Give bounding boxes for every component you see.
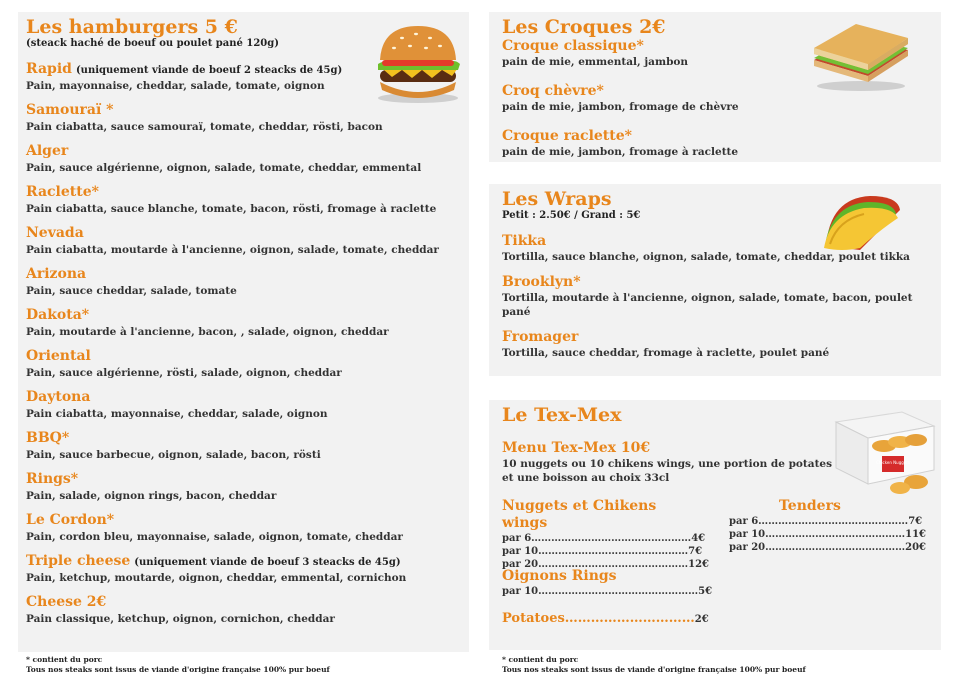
item-name-line (26, 594, 469, 612)
texmex-menu-desc: 10 nuggets ou 10 chikens wings, une portion de potates et une boisson au choix 33cl (502, 458, 833, 484)
nuggets-section (502, 498, 710, 571)
item-name-line (502, 329, 941, 346)
item-name: BBQ* (26, 430, 70, 446)
taco-illustration (820, 190, 902, 252)
item-description: Pain, mayonnaise, cheddar, salade, tomate, oignon (26, 80, 325, 92)
item-name: Rapid (26, 61, 72, 77)
item-description: Pain ciabatta, mayonnaise, cheddar, salade, oignon (26, 408, 328, 420)
item-name: Arizona (26, 266, 87, 282)
wrap-item (502, 274, 941, 319)
potatoes-price: 2€ (694, 614, 709, 625)
item-name-line (26, 471, 469, 489)
rings-title: Oignons Rings (502, 568, 617, 584)
item-description: Pain ciabatta, moutarde à l'ancienne, oignon, salade, tomate, cheddar (26, 244, 439, 256)
price-label: par 10………………………………………… (502, 586, 699, 597)
nuggets-box-illustration (832, 408, 938, 500)
burger-item (26, 553, 469, 585)
price-value: 5€ (698, 586, 713, 597)
item-description: Pain, moutarde à l'ancienne, bacon, , salade, oignon, cheddar (26, 326, 389, 338)
croque-item (502, 128, 941, 159)
item-note: (uniquement viande de boeuf 2 steacks de 45g) (75, 65, 343, 76)
price-row (729, 515, 923, 528)
texmex-footnote (502, 655, 806, 675)
item-name: Fromager (502, 329, 579, 345)
item-name: Triple cheese (26, 553, 131, 569)
price-row (729, 541, 927, 554)
item-name: Brooklyn* (502, 274, 581, 290)
item-description: Tortilla, sauce cheddar, fromage à raclette, poulet pané (502, 347, 830, 359)
item-name-line (26, 225, 469, 243)
burger-item (26, 307, 469, 339)
item-name: Raclette* (26, 184, 99, 200)
item-name: Dakota* (26, 307, 90, 323)
item-name: Croque classique* (502, 38, 644, 54)
pork-note-right: * contient du porc (502, 655, 579, 664)
price-value: 4€ (691, 533, 706, 544)
wraps-title: Les Wraps (502, 188, 612, 210)
burger-item (26, 184, 469, 216)
item-description: Pain, sauce cheddar, salade, tomate (26, 285, 237, 297)
burger-item (26, 348, 469, 380)
item-name: Le Cordon* (26, 512, 115, 528)
price-label: par 10…………………………………… (729, 529, 906, 540)
item-name: Tikka (502, 233, 547, 249)
item-name-line (26, 102, 469, 120)
item-name-line (26, 553, 469, 571)
price-value: 11€ (905, 529, 927, 540)
price-row (502, 532, 706, 545)
item-name-line (502, 274, 941, 291)
item-name-line (26, 348, 469, 366)
burgers-subtitle: (steack haché de boeuf ou poulet pané 120g) (26, 38, 279, 49)
burger-item (26, 471, 469, 503)
wrap-list (502, 233, 941, 360)
item-description: pain de mie, jambon, fromage de chèvre (502, 101, 739, 113)
price-row (729, 528, 927, 541)
item-name-line (26, 389, 469, 407)
item-description: Pain ciabatta, sauce blanche, tomate, bacon, rösti, fromage à raclette (26, 203, 437, 215)
item-name: Alger (26, 143, 69, 159)
sandwich-illustration (808, 20, 914, 92)
price-label: par 20…………………………………… (729, 542, 906, 553)
item-description: Pain, ketchup, moutarde, oignon, cheddar, emmental, cornichon (26, 572, 407, 584)
item-name-line (502, 128, 941, 145)
burgers-panel (18, 12, 469, 652)
burger-item (26, 389, 469, 421)
item-name-line (26, 512, 469, 530)
burger-item (26, 102, 469, 134)
item-description: Pain, salade, oignon rings, bacon, cheddar (26, 490, 277, 502)
item-name: Rings* (26, 471, 79, 487)
potatoes-line (502, 612, 709, 626)
price-label: par 10……………………………………… (502, 546, 689, 557)
texmex-menu-title: Menu Tex-Mex 10€ (502, 440, 651, 456)
price-label: par 6……………………………………… (729, 516, 909, 527)
item-name-line (26, 307, 469, 325)
item-description: Pain, cordon bleu, mayonnaise, salade, oignon, tomate, cheddar (26, 531, 403, 543)
potatoes-label: Potatoes………………………… (502, 611, 695, 626)
wraps-subtitle: Petit : 2.50€ / Grand : 5€ (502, 210, 641, 221)
burger-item (26, 512, 469, 544)
item-name: Croque raclette* (502, 128, 632, 144)
texmex-title: Le Tex-Mex (502, 404, 622, 426)
price-value: 20€ (905, 542, 927, 553)
burgers-footnote (26, 655, 330, 675)
price-value: 7€ (688, 546, 703, 557)
croques-title: Les Croques 2€ (502, 16, 666, 38)
price-label: par 6………………………………………… (502, 533, 692, 544)
beef-origin-note: Tous nos steaks sont issus de viande d'origine française 100% pur boeuf (26, 665, 330, 674)
item-name: Nevada (26, 225, 84, 241)
item-note: (uniquement viande de boeuf 3 steacks de 45g) (134, 557, 401, 568)
item-name: Daytona (26, 389, 91, 405)
box-label: Chicken Nuggets (876, 460, 910, 465)
item-description: Pain ciabatta, sauce samouraï, tomate, cheddar, rösti, bacon (26, 121, 383, 133)
burger-item (26, 143, 469, 175)
hamburger-illustration (372, 20, 464, 104)
wrap-item (502, 329, 941, 360)
beef-origin-note-right: Tous nos steaks sont issus de viande d'origine française 100% pur boeuf (502, 665, 806, 674)
item-description: Pain, sauce barbecue, oignon, salade, bacon, rösti (26, 449, 321, 461)
item-name: Samouraï * (26, 102, 114, 118)
burger-list (26, 61, 469, 626)
item-description: Pain, sauce algérienne, oignon, salade, tomate, cheddar, emmental (26, 162, 422, 174)
item-description: pain de mie, emmental, jambon (502, 56, 689, 68)
item-name: Cheese 2€ (26, 594, 107, 610)
rings-price-list (502, 585, 713, 598)
burger-item (26, 225, 469, 257)
tenders-section (729, 498, 927, 554)
price-row (502, 545, 702, 558)
item-name-line (26, 143, 469, 161)
item-description: Pain classique, ketchup, oignon, cornichon, cheddar (26, 613, 335, 625)
burger-item (26, 430, 469, 462)
item-name-line (26, 266, 469, 284)
item-description: Pain, sauce algérienne, rösti, salade, oignon, cheddar (26, 367, 342, 379)
nuggets-title: Nuggets et Chikens wings (502, 498, 657, 531)
item-name-line (26, 184, 469, 202)
item-name: Oriental (26, 348, 91, 364)
price-row (502, 585, 713, 598)
item-description: Tortilla, sauce blanche, oignon, salade, tomate, cheddar, poulet tikka (502, 251, 910, 263)
burger-item (26, 266, 469, 298)
item-description: Tortilla, moutarde à l'ancienne, oignon, salade, tomate, bacon, poulet pané (502, 292, 913, 318)
tenders-title: Tenders (779, 498, 841, 514)
price-label: par 20……………………………………… (502, 559, 689, 570)
price-value: 7€ (908, 516, 923, 527)
item-description: pain de mie, jambon, fromage à raclette (502, 146, 739, 158)
item-name: Croq chèvre* (502, 83, 604, 99)
rings-section (502, 568, 713, 598)
tenders-price-list (729, 515, 927, 554)
pork-note: * contient du porc (26, 655, 103, 664)
nuggets-price-list (502, 532, 710, 571)
price-value: 12€ (688, 559, 710, 570)
burger-item (26, 594, 469, 626)
item-name-line (26, 430, 469, 448)
burgers-title: Les hamburgers 5 € (26, 16, 238, 38)
